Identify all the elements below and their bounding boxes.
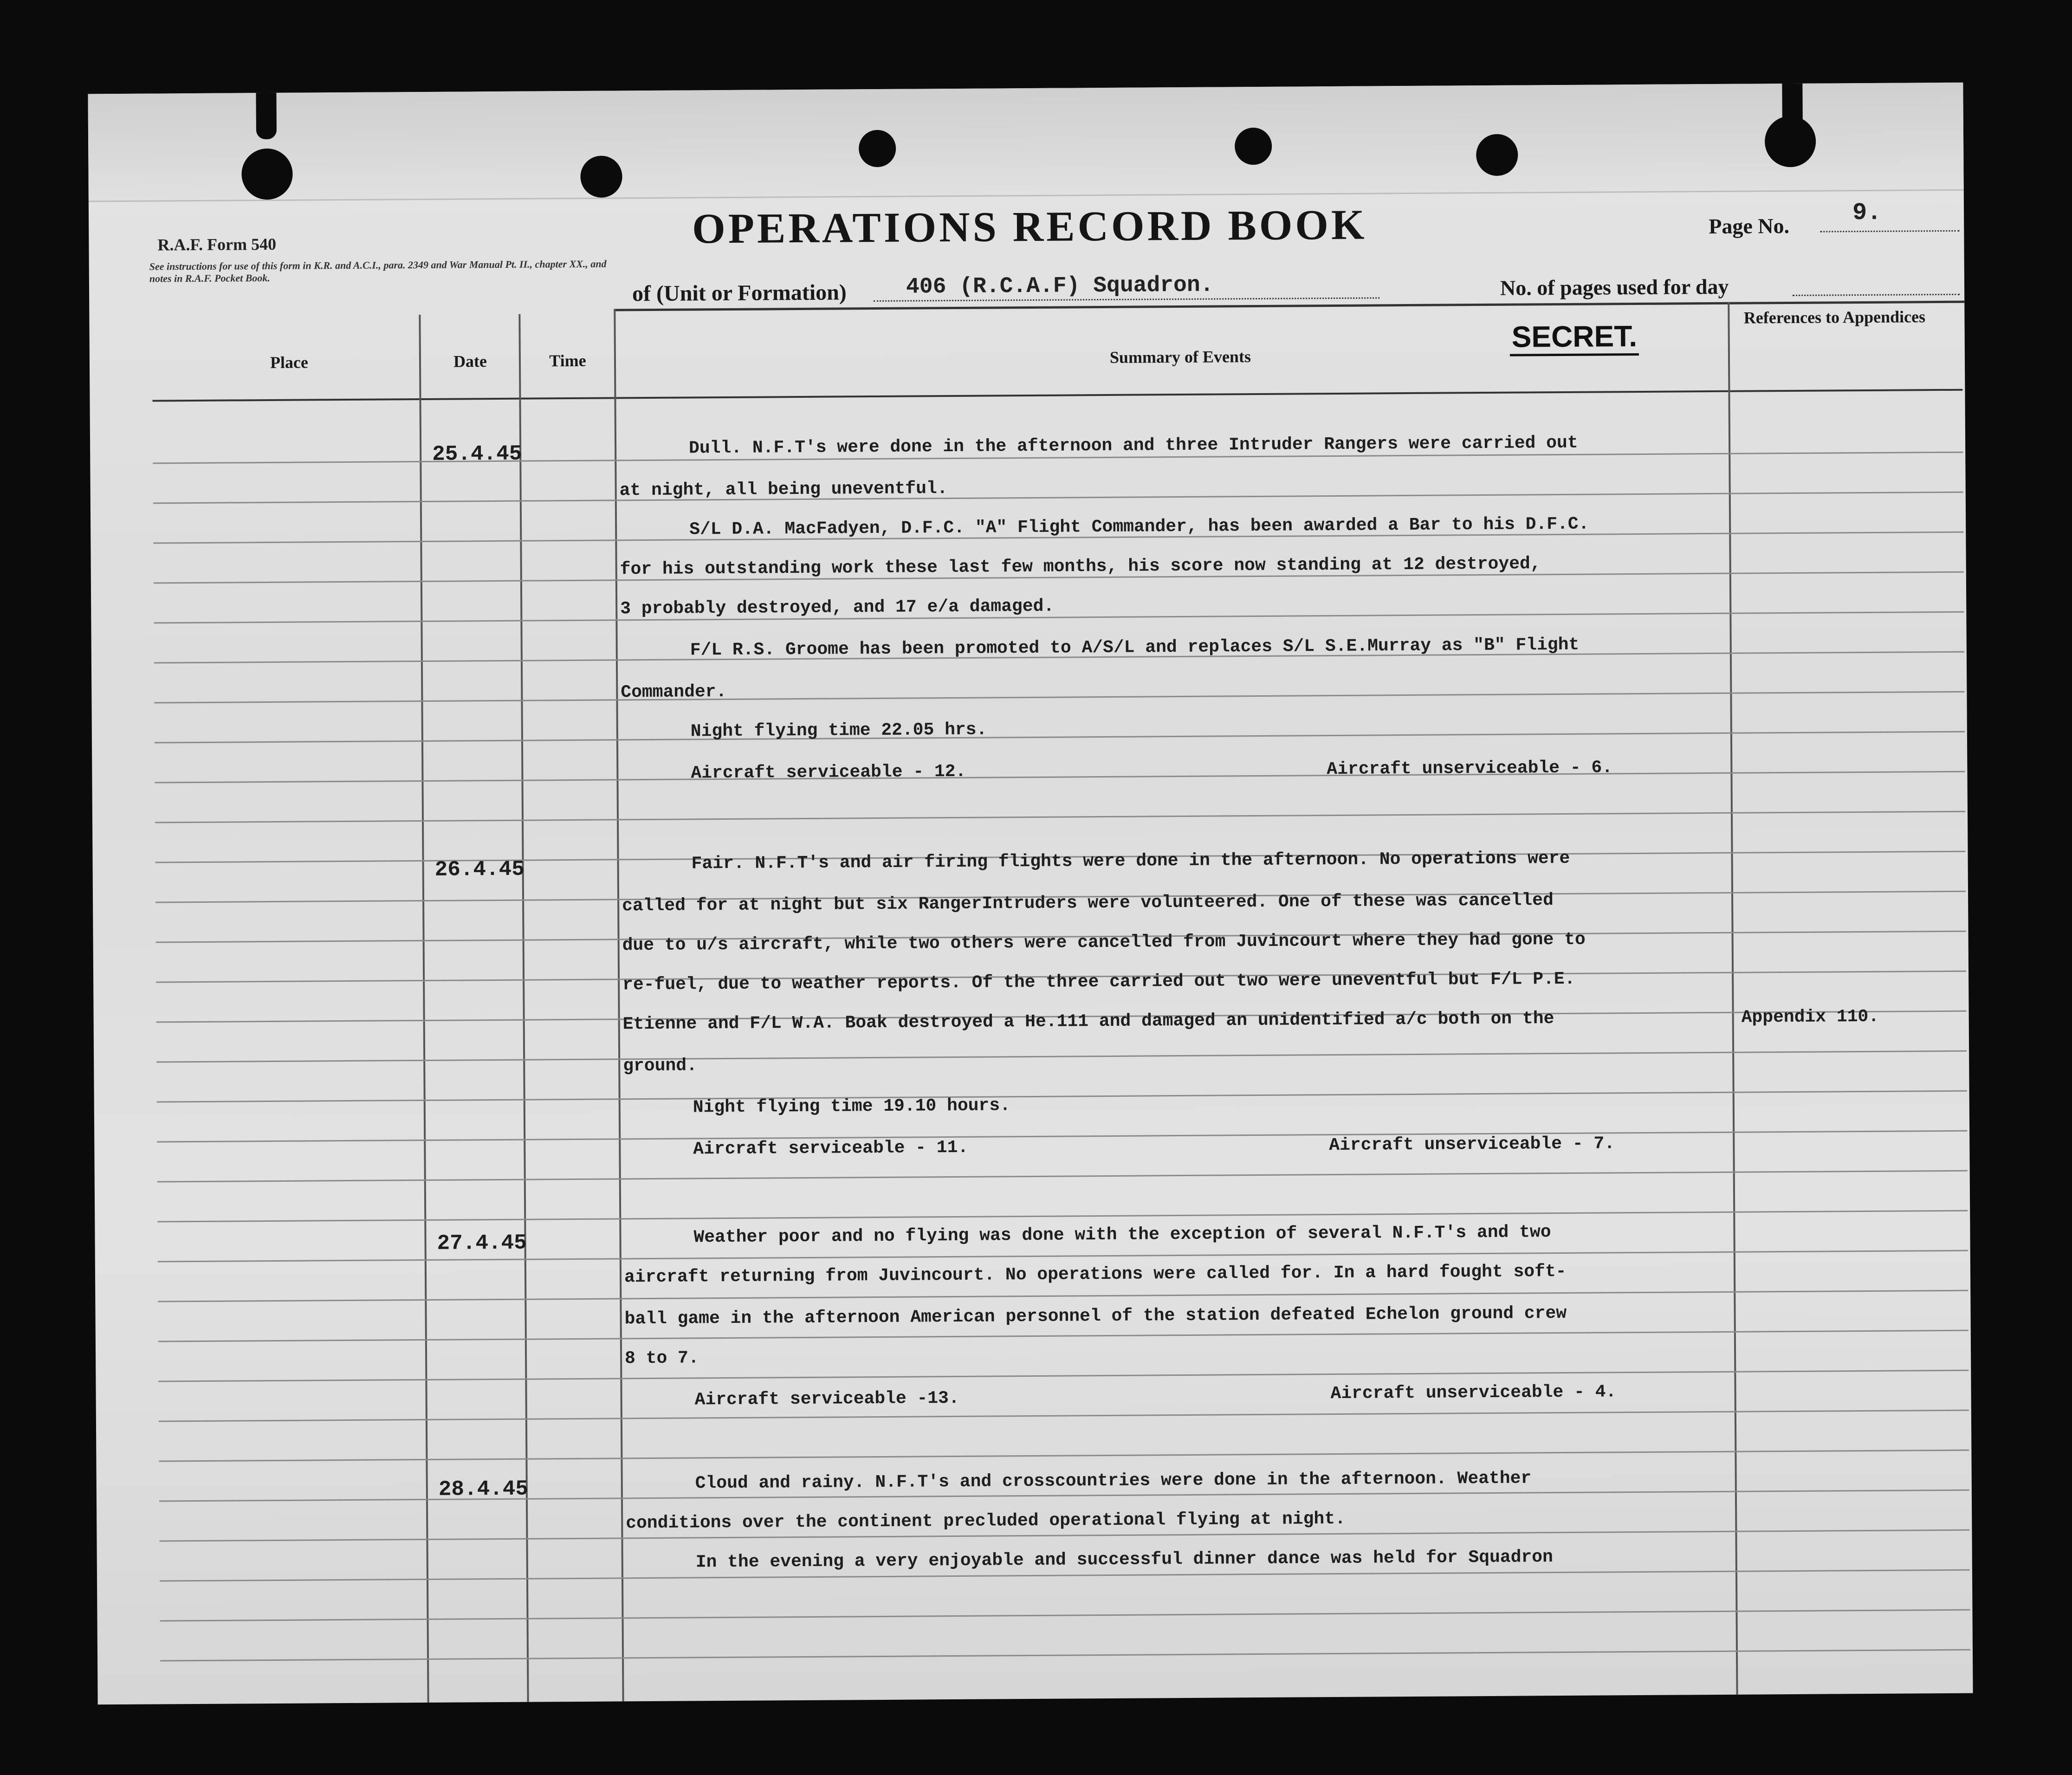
entry-line: re-fuel, due to weather reports. Of the three carried out two were uneventful but F/L P.E. [622, 969, 1575, 995]
entry-line: Aircraft serviceable -13. [694, 1388, 959, 1410]
binder-strip [88, 83, 1963, 202]
col-divider-place [419, 315, 429, 1703]
binder-slot-left [256, 84, 277, 139]
col-divider-summary [1728, 302, 1738, 1695]
entry-line: at night, all being uneventful. [619, 479, 948, 501]
page-number-label: Page No. [1709, 214, 1790, 239]
entry-line: ground. [623, 1056, 698, 1076]
entry-date: 27.4.45 [437, 1231, 527, 1256]
entry-date: 26.4.45 [434, 857, 525, 882]
page-number-line [1820, 230, 1959, 233]
ruled-line [158, 1250, 1968, 1263]
ruled-line [154, 611, 1964, 624]
pages-per-day-label: No. of pages used for day [1500, 274, 1729, 300]
ruled-line [159, 1410, 1969, 1422]
ruled-line [159, 1450, 1969, 1462]
entry-line: ball game in the afternoon American personnel of the station defeated Echelon ground crew [624, 1303, 1567, 1329]
ruled-line [155, 731, 1965, 744]
ruled-line [160, 1569, 1970, 1582]
header-date: Date [453, 352, 487, 371]
entry-line: Night flying time 22.05 hrs. [690, 719, 987, 742]
ruled-line [157, 1210, 1968, 1223]
entry-line: 8 to 7. [624, 1348, 699, 1369]
entry-line: F/L R.S. Groome has been promoted to A/S/L and replaces S/L S.E.Murray as "B" Flight [690, 635, 1580, 661]
ruled-line [157, 1090, 1967, 1103]
secret-stamp: SECRET. [1509, 319, 1639, 356]
ruled-line [153, 492, 1963, 504]
entry-line: aircraft returning from Juvincourt. No operations were called for. In a hard fought soft- [624, 1261, 1567, 1288]
header-place: Place [270, 353, 309, 372]
entry-line: Weather poor and no flying was done with the exception of several N.F.T's and two [693, 1222, 1551, 1248]
ruled-line [157, 1130, 1967, 1143]
ruled-line [155, 811, 1965, 823]
entry-line: Aircraft unserviceable - 4. [1330, 1382, 1617, 1404]
entry-line: Night flying time 19.10 hours. [693, 1095, 1011, 1118]
ruled-line [158, 1370, 1968, 1382]
ruled-line [155, 771, 1965, 784]
col-divider-time [614, 309, 624, 1701]
entry-line: Aircraft serviceable - 11. [693, 1137, 969, 1160]
entry-line: called for at night but six RangerIntruders were volunteered. One of these was cancelled [622, 890, 1554, 916]
entry-line: Aircraft unserviceable - 6. [1327, 758, 1613, 780]
ruled-line [156, 1050, 1967, 1063]
entry-line: S/L D.A. MacFadyen, D.F.C. "A" Flight Commander, has been awarded a Bar to his D.F.C. [689, 514, 1589, 540]
punch-hole [1235, 128, 1272, 165]
entry-line: Fair. N.F.T's and air firing flights were done in the afternoon. No operations were [691, 848, 1570, 874]
ruled-line [158, 1330, 1968, 1342]
form-note: See instructions for use of this form in K.R. and A.C.I., para. 2349 and War Manual Pt. II., chapter XX., and notes in R.A.F. Pocket Book. [149, 258, 607, 285]
punch-hole [1765, 116, 1816, 168]
ruled-line [160, 1649, 1970, 1662]
header-time: Time [549, 351, 586, 370]
header-rule [152, 389, 1962, 402]
ruled-line [157, 1170, 1968, 1183]
page-title: OPERATIONS RECORD BOOK [692, 201, 1367, 253]
record-sheet [88, 83, 1973, 1705]
entry-line: Aircraft serviceable - 12. [691, 761, 966, 784]
ruled-line [159, 1529, 1969, 1542]
punch-hole [859, 130, 896, 167]
ruled-line [154, 691, 1964, 704]
punch-hole [580, 155, 622, 198]
punch-hole [241, 149, 293, 200]
punch-hole [1476, 134, 1518, 176]
entry-line: Dull. N.F.T's were done in the afternoon and three Intruder Rangers were carried out [688, 433, 1578, 459]
appendix-reference: Appendix 110. [1741, 1006, 1879, 1028]
form-id: R.A.F. Form 540 [157, 234, 277, 254]
entry-line: Etienne and F/L W.A. Boak destroyed a He.111 and damaged an unidentified a/c both on the [622, 1009, 1554, 1035]
header-references: References to Appendices [1743, 307, 1926, 327]
ruled-line [160, 1609, 1970, 1622]
entry-line: Aircraft unserviceable - 7. [1329, 1134, 1615, 1156]
entry-line: 3 probably destroyed, and 17 e/a damaged. [620, 596, 1055, 619]
page-number-value: 9. [1852, 199, 1882, 227]
entry-date: 25.4.45 [432, 441, 522, 466]
unit-value: 406 (R.C.A.F) Squadron. [906, 272, 1214, 300]
entry-line: conditions over the continent precluded operational flying at night. [626, 1509, 1346, 1534]
ruled-line [159, 1490, 1969, 1502]
entry-line: Commander. [621, 681, 727, 703]
ruled-line [158, 1290, 1968, 1302]
header-summary: Summary of Events [1109, 347, 1251, 367]
entry-date: 28.4.45 [438, 1477, 529, 1502]
unit-label: of (Unit or Formation) [632, 280, 847, 306]
entry-line: for his outstanding work these last few months, his score now standing at 12 destroyed, [620, 554, 1541, 580]
entry-line: Cloud and rainy. N.F.T's and crosscountries were done in the afternoon. Weather [695, 1468, 1532, 1494]
entry-line: due to u/s aircraft, while two others were cancelled from Juvincourt where they had gone to [622, 929, 1586, 956]
pages-per-day-line [1793, 294, 1960, 296]
entry-line: In the evening a very enjoyable and successful dinner dance was held for Squadron [695, 1547, 1553, 1573]
